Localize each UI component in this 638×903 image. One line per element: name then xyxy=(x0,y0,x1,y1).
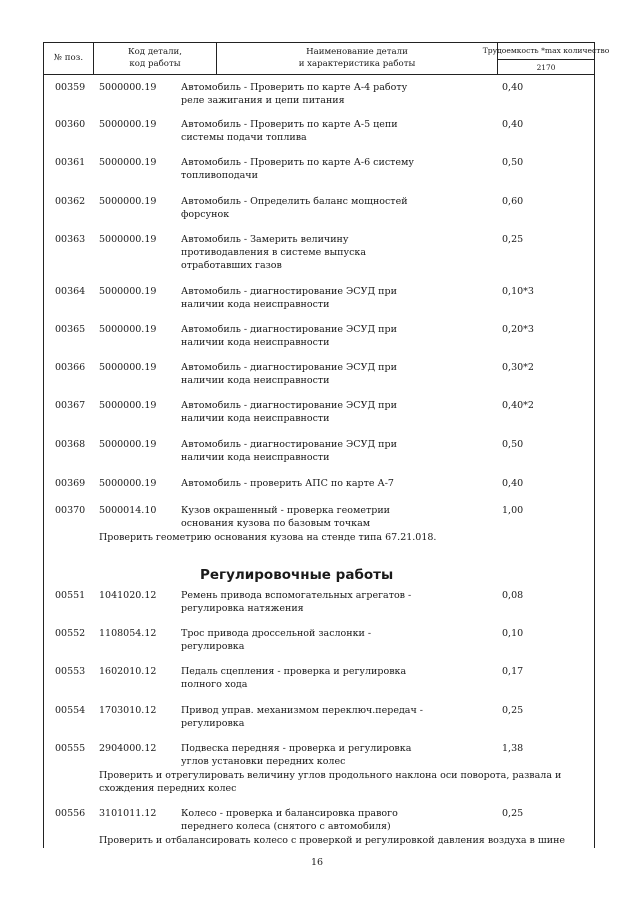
row-name-line: Подвеска передняя - проверка и регулировка xyxy=(181,743,412,754)
row-value: 0,40 xyxy=(502,82,524,93)
row-value: 0,40 xyxy=(502,478,524,489)
row-pos: 00551 xyxy=(55,590,86,601)
row-name-line: Автомобиль - Проверить по карте А-5 цепи xyxy=(181,119,398,130)
row-code: 5000000.19 xyxy=(99,82,157,93)
row-code: 5000014.10 xyxy=(99,505,157,516)
row-name-line: наличии кода неисправности xyxy=(181,413,330,424)
row-code: 5000000.19 xyxy=(99,439,157,450)
row-pos: 00362 xyxy=(55,196,86,207)
row-pos: 00366 xyxy=(55,362,86,373)
row-pos: 00553 xyxy=(55,666,86,677)
row-value: 0,50 xyxy=(502,439,524,450)
row-name-line: углов установки передних колес xyxy=(181,756,346,767)
row-code: 3101011.12 xyxy=(99,808,157,819)
row-pos: 00363 xyxy=(55,234,86,245)
header-pos-label: № поз. xyxy=(53,52,84,63)
table-right-border xyxy=(594,75,595,848)
row-name-line: Автомобиль - диагностирование ЭСУД при xyxy=(181,400,397,411)
row-name-line: Ремень привода вспомогательных агрегатов - xyxy=(181,590,412,601)
row-value: 0,40*2 xyxy=(502,400,534,411)
row-name-line: Автомобиль - Замерить величину xyxy=(181,234,349,245)
row-name-line: регулировка натяжения xyxy=(181,603,304,614)
row-name-line: переднего колеса (снятого с автомобиля) xyxy=(181,821,391,832)
page-number: 16 xyxy=(311,857,324,868)
row-code: 2904000.12 xyxy=(99,743,157,754)
row-value: 0,40 xyxy=(502,119,524,130)
row-code: 5000000.19 xyxy=(99,362,157,373)
row-name-line: системы подачи топлива xyxy=(181,132,307,143)
row-pos: 00361 xyxy=(55,157,86,168)
row-name-line: форсунок xyxy=(181,209,230,220)
header-pos xyxy=(44,43,94,74)
header-labor xyxy=(482,43,610,74)
row-pos: 00364 xyxy=(55,286,86,297)
row-name-line: наличии кода неисправности xyxy=(181,375,330,386)
header-name xyxy=(217,43,498,74)
row-code: 5000000.19 xyxy=(99,478,157,489)
header-name-label-1: Наименование детали xyxy=(306,46,408,57)
row-name-line: топливоподачи xyxy=(181,170,258,181)
row-name-line: Автомобиль - диагностирование ЭСУД при xyxy=(181,286,397,297)
row-value: 1,00 xyxy=(502,505,524,516)
row-pos: 00552 xyxy=(55,628,86,639)
row-name-line: регулировка xyxy=(181,641,245,652)
row-code: 5000000.19 xyxy=(99,286,157,297)
row-name-line: Трос привода дроссельной заслонки - xyxy=(181,628,372,639)
row-pos: 00554 xyxy=(55,705,86,716)
row-pos: 00556 xyxy=(55,808,86,819)
row-value: 0,60 xyxy=(502,196,524,207)
row-name-line: Колесо - проверка и балансировка правого xyxy=(181,808,398,819)
row-value: 0,50 xyxy=(502,157,524,168)
row-pos: 00367 xyxy=(55,400,86,411)
row-name-line: наличии кода неисправности xyxy=(181,337,330,348)
row-value: 0,08 xyxy=(502,590,524,601)
section-title: Регулировочные работы xyxy=(200,567,394,583)
header-code xyxy=(94,43,217,74)
header-model: 2170 xyxy=(536,62,556,72)
row-name-line: Автомобиль - диагностирование ЭСУД при xyxy=(181,439,397,450)
row-code: 1602010.12 xyxy=(99,666,157,677)
row-value: 0,10*3 xyxy=(502,286,534,297)
row-pos: 00360 xyxy=(55,119,86,130)
row-code: 1041020.12 xyxy=(99,590,157,601)
row-code: 5000000.19 xyxy=(99,234,157,245)
row-name-line: Автомобиль - Определить баланс мощностей xyxy=(181,196,408,207)
row-note-line: схождения передних колес xyxy=(99,783,237,794)
row-value: 1,38 xyxy=(502,743,524,754)
row-code: 1108054.12 xyxy=(99,628,157,639)
row-name-line: Автомобиль - Проверить по карте А-6 систему xyxy=(181,157,415,168)
row-value: 0,10 xyxy=(502,628,524,639)
row-name-line: Привод управ. механизмом переключ.передач - xyxy=(181,705,423,716)
header-code-label-2: код работы xyxy=(129,58,181,69)
row-value: 0,20*3 xyxy=(502,324,534,335)
row-name-line: регулировка xyxy=(181,718,245,729)
row-name-line: Кузов окрашенный - проверка геометрии xyxy=(181,505,391,516)
row-pos: 00365 xyxy=(55,324,86,335)
header-labor-label: Трудоемкость *max количество xyxy=(498,43,594,60)
row-name-line: Автомобиль - Проверить по карте А-4 работу xyxy=(181,82,408,93)
row-code: 5000000.19 xyxy=(99,157,157,168)
row-code: 1703010.12 xyxy=(99,705,157,716)
row-name-line: наличии кода неисправности xyxy=(181,452,330,463)
table-left-border xyxy=(43,75,44,848)
row-name-line: наличии кода неисправности xyxy=(181,299,330,310)
row-name-line: Автомобиль - проверить АПС по карте А-7 xyxy=(181,478,394,489)
row-note-line: Проверить и отбалансировать колесо с проверкой и регулировкой давления воздуха в шине xyxy=(99,835,566,846)
row-name-line: реле зажигания и цепи питания xyxy=(181,95,345,106)
row-pos: 00359 xyxy=(55,82,86,93)
row-code: 5000000.19 xyxy=(99,324,157,335)
row-name-line: Педаль сцепления - проверка и регулировка xyxy=(181,666,407,677)
row-name-line: основания кузова по базовым точкам xyxy=(181,518,371,529)
row-value: 0,25 xyxy=(502,808,524,819)
row-pos: 00555 xyxy=(55,743,86,754)
row-name-line: Автомобиль - диагностирование ЭСУД при xyxy=(181,362,397,373)
row-pos: 00370 xyxy=(55,505,86,516)
row-code: 5000000.19 xyxy=(99,196,157,207)
row-note-line: Проверить геометрию основания кузова на стенде типа 67.21.018. xyxy=(99,532,437,543)
row-name-line: полного хода xyxy=(181,679,248,690)
table-header xyxy=(43,42,610,75)
row-value: 0,30*2 xyxy=(502,362,534,373)
row-name-line: Автомобиль - диагностирование ЭСУД при xyxy=(181,324,397,335)
header-name-label-2: и характеристика работы xyxy=(298,58,416,69)
row-value: 0,25 xyxy=(502,705,524,716)
row-note-line: Проверить и отрегулировать величину углов продольного наклона оси поворота, развала и xyxy=(99,770,562,781)
row-code: 5000000.19 xyxy=(99,400,157,411)
row-pos: 00368 xyxy=(55,439,86,450)
row-name-line: отработавших газов xyxy=(181,260,282,271)
row-pos: 00369 xyxy=(55,478,86,489)
row-code: 5000000.19 xyxy=(99,119,157,130)
header-code-label-1: Код детали, xyxy=(127,46,183,57)
row-name-line: противодавления в системе выпуска xyxy=(181,247,366,258)
row-value: 0,25 xyxy=(502,234,524,245)
row-value: 0,17 xyxy=(502,666,524,677)
